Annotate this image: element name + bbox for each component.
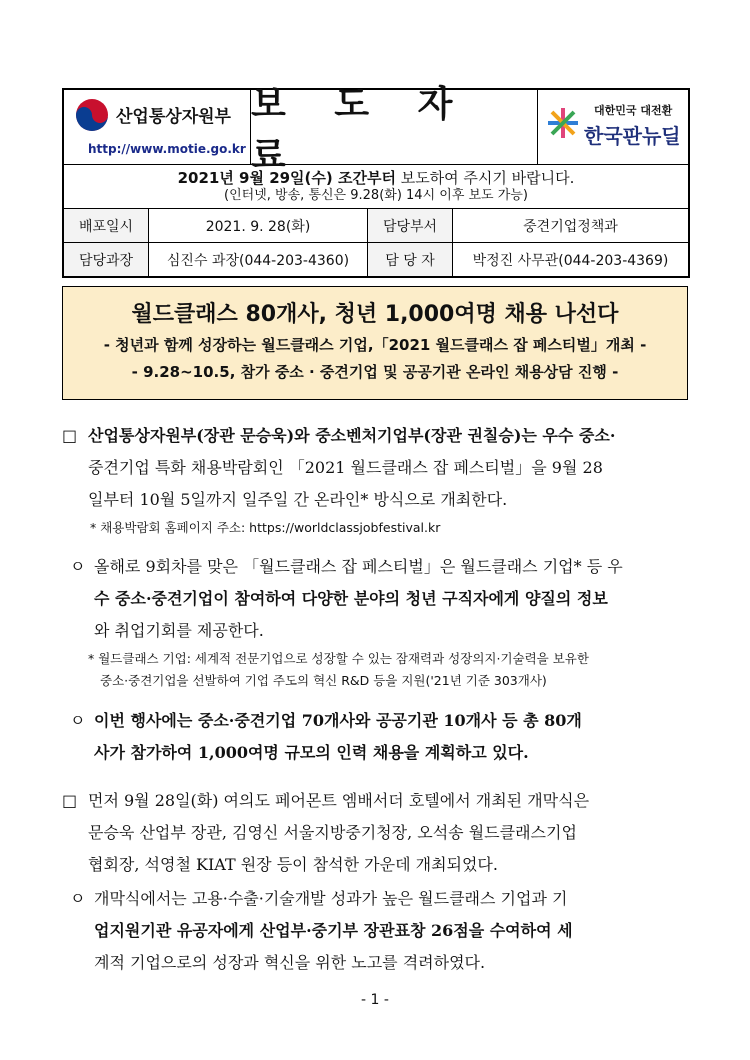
bullet-square: □ xyxy=(62,791,78,810)
brand-name: 한국판뉴딜 xyxy=(584,124,681,148)
bullet-circle: ㅇ xyxy=(70,557,86,576)
p2-line-2: 수 중소·중견기업이 참여하여 다양한 분야의 청년 구직자에게 양질의 정보 xyxy=(94,589,608,608)
document-title: 보 도 자 료 xyxy=(251,90,538,164)
paragraph-2 xyxy=(70,551,692,647)
manager-label: 담당과장 xyxy=(64,243,149,276)
dist-date-label: 배포일시 xyxy=(64,209,149,242)
p1-line-2: 중견기업 특화 채용박람회인 「2021 월드클래스 잡 페스티벌」을 9월 28 xyxy=(88,458,603,477)
headline-box xyxy=(62,286,688,400)
contact: 박정진 사무관(044-203-4369) xyxy=(472,252,669,269)
p1-line-1: 산업통상자원부(장관 문승욱)와 중소벤처기업부(장관 권칠승)는 우수 중소· xyxy=(88,426,616,445)
ministry-name: 산업통상자원부 xyxy=(116,107,231,127)
p2-line-1: 올해로 9회차를 맞은 「월드클래스 잡 페스티벌」은 월드클래스 기업* 등 우 xyxy=(94,557,623,576)
embargo-online-note: (인터넷, 방송, 통신은 9.28(화) 14시 이후 보도 가능) xyxy=(224,188,528,203)
footnote-homepage: * 채용박람회 홈페이지 주소: https://worldclassjobfestival.kr xyxy=(90,520,441,535)
taegeuk-emblem-icon xyxy=(74,97,110,133)
ministry-logo-cell xyxy=(64,90,251,164)
embargo-date: 2021년 9월 29일(수) 조간부터 xyxy=(177,169,396,187)
headline-subtitle-1: - 청년과 함께 성장하는 월드클래스 기업,「2021 월드클래스 잡 페스티벌」개최 - xyxy=(103,336,647,354)
footnote-worldclass-line-1: * 월드클래스 기업: 세계적 전문기업으로 성장할 수 있는 잠재력과 성장의지·기술력을 보유한 xyxy=(88,651,589,666)
dept: 중견기업정책과 xyxy=(523,218,618,235)
contact-label: 담 당 자 xyxy=(368,243,453,276)
p3-line-2: 사가 참가하여 1,000여명 규모의 인력 채용을 계획하고 있다. xyxy=(94,743,529,762)
paragraph-4 xyxy=(62,785,692,881)
bullet-circle: ㅇ xyxy=(70,889,86,908)
bullet-square: □ xyxy=(62,426,78,445)
brand-tagline: 대한민국 대전환 xyxy=(594,104,673,117)
embargo-request: 보도하여 주시기 바랍니다. xyxy=(395,169,575,187)
new-deal-logo-cell xyxy=(538,90,688,164)
embargo-notice xyxy=(64,165,688,209)
paragraph-5 xyxy=(70,883,692,979)
page-number: - 1 - xyxy=(361,992,389,1008)
ministry-url[interactable]: http://www.motie.go.kr xyxy=(88,142,246,156)
headline-subtitle-2: - 9.28~10.5, 참가 중소 · 중견기업 및 공공기관 온라인 채용상담 진행 - xyxy=(131,363,619,381)
press-release-header xyxy=(62,83,690,278)
dept-label: 담당부서 xyxy=(368,209,453,242)
manager: 심진수 과장(044-203-4360) xyxy=(149,243,368,276)
p5-line-1: 개막식에서는 고용·수출·기술개발 성과가 높은 월드클래스 기업과 기 xyxy=(94,889,568,908)
p4-line-3: 협회장, 석영철 KIAT 원장 등이 참석한 가운데 개최되었다. xyxy=(88,855,498,874)
paragraph-1 xyxy=(62,420,692,516)
headline-title: 월드클래스 80개사, 청년 1,000여명 채용 나선다 xyxy=(131,302,619,327)
p1-line-3: 일부터 10월 5일까지 일주일 간 온라인* 방식으로 개최한다. xyxy=(88,490,508,509)
p2-line-3: 와 취업기회를 제공한다. xyxy=(94,621,264,640)
p5-line-2: 업지원기관 유공자에게 산업부·중기부 장관표창 26점을 수여하여 세 xyxy=(94,921,573,940)
paragraph-3 xyxy=(70,705,692,769)
p4-line-1: 먼저 9월 28일(화) 여의도 페어몬트 엠배서더 호텔에서 개최된 개막식은 xyxy=(88,791,590,810)
footnote-worldclass-line-2: 중소·중견기업을 선발하여 기업 주도의 혁신 R&D 등을 지원('21년 기준 303개사) xyxy=(100,673,547,688)
new-deal-star-icon xyxy=(546,106,580,140)
dist-date: 2021. 9. 28(화) xyxy=(149,209,368,242)
bullet-circle: ㅇ xyxy=(70,711,86,730)
p5-line-3: 계적 기업으로의 성장과 혁신을 위한 노고를 격려하였다. xyxy=(94,953,486,972)
p3-line-1: 이번 행사에는 중소·중견기업 70개사와 공공기관 10개사 등 총 80개 xyxy=(94,711,582,730)
p4-line-2: 문승욱 산업부 장관, 김영신 서울지방중기청장, 오석송 월드클래스기업 xyxy=(88,823,577,842)
